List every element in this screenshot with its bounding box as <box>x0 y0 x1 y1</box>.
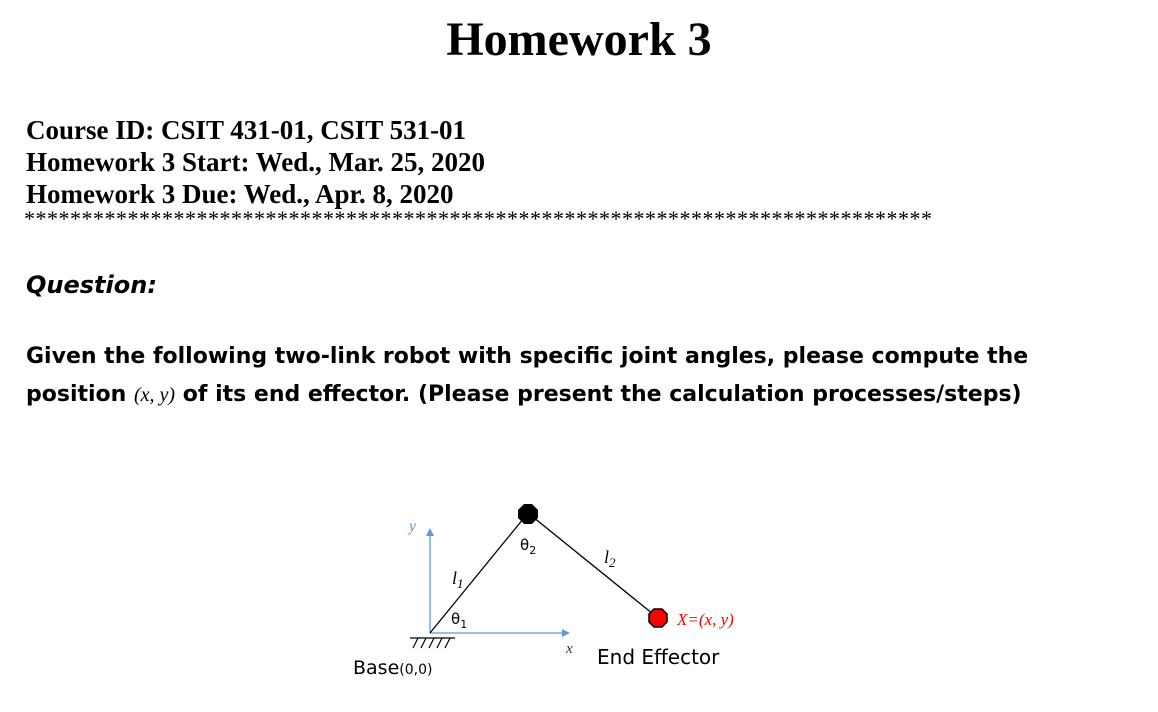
due-date: Homework 3 Due: Wed., Apr. 8, 2020 <box>26 179 454 209</box>
question-heading: Question: <box>26 271 157 299</box>
link-2 <box>528 513 658 618</box>
y-axis-label: y <box>409 518 417 535</box>
question-text-part2: of its end effector. (Please present the calculation processes/steps) <box>175 382 1022 407</box>
link-2-label: $l_2$ <box>604 547 616 570</box>
question-text-part1: Given the following two-link robot with specific joint angles, please compute the position <box>26 344 1029 407</box>
page-title: Homework 3 <box>446 13 712 66</box>
base-label: Base(0,0) <box>353 657 433 679</box>
start-date: Homework 3 Start: Wed., Mar. 25, 2020 <box>26 147 485 177</box>
x-axis-label: x <box>566 641 573 657</box>
separator-line: ******************************************************************************* <box>24 206 933 231</box>
theta-2-label: $\theta_2$ <box>520 536 537 557</box>
elbow-joint <box>518 504 538 524</box>
link-1 <box>430 513 528 633</box>
course-id: Course ID: CSIT 431-01, CSIT 531-01 <box>26 115 467 145</box>
theta-1-label: $\theta_1$ <box>451 610 468 631</box>
end-position-label: X=(x, y) <box>677 610 734 629</box>
link-1-label: $l_1$ <box>452 568 464 591</box>
position-math: (x, y) <box>134 384 176 406</box>
end-effector-point <box>649 609 667 627</box>
end-effector-label: End Effector <box>597 645 720 669</box>
ground-hatch <box>410 638 455 648</box>
